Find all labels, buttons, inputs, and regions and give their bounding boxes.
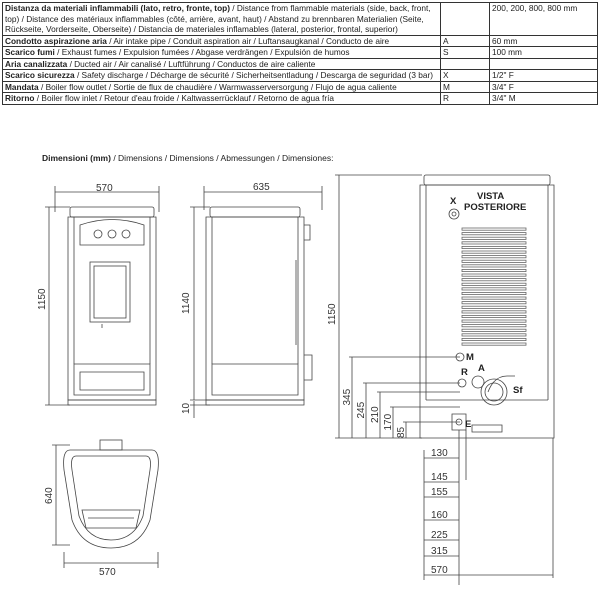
horizontal-dimension-label: 130 [431, 448, 448, 459]
spec-translations: / Air intake pipe / Conduit aspiration air / Luftansaugkanal / Conducto de aire [106, 35, 390, 46]
label-a: A [478, 363, 485, 374]
label-sf: Sf [513, 385, 523, 396]
front-view [37, 183, 159, 405]
grille-slat [462, 283, 526, 285]
dimensions-heading: Dimensioni (mm) / Dimensions / Dimensions / Abmessungen / Dimensiones: [42, 153, 334, 163]
grille-slat [462, 246, 526, 248]
vertical-dimension-label: 210 [370, 406, 381, 423]
side-view [181, 182, 322, 418]
spec-label: Aria canalizzata [5, 58, 68, 69]
spec-translations: / Ducted air / Air canalisé / Luftführung / Conductos de aire caliente [67, 58, 316, 69]
grille-slat [462, 242, 526, 244]
spec-value: 60 mm [490, 35, 598, 47]
spec-translations: / Boiler flow outlet / Sortie de flux de chaudière / Warmwasserversorgung / Flujo de agua caliente [38, 81, 397, 92]
front-width-label: 570 [96, 183, 113, 194]
grille-slat [462, 269, 526, 271]
vertical-dimension-label: 245 [356, 401, 367, 419]
spec-translations: / Boiler flow inlet / Retour d'eau froide / Kaltwasserrücklauf / Retorno de agua fría [34, 93, 335, 103]
grille-slat [462, 306, 526, 308]
grille-slat [462, 297, 526, 299]
grille-slat [462, 233, 526, 235]
grille-slat [462, 329, 526, 331]
spec-label: Mandata [5, 81, 39, 92]
top-view [44, 440, 158, 578]
spec-code: A [441, 35, 490, 47]
grille-slat [462, 320, 526, 322]
spec-code: X [441, 70, 490, 82]
grille-slat [462, 260, 526, 262]
horizontal-dimension-label: 315 [431, 546, 448, 557]
spec-translations: / Exhaust fumes / Expulsion fumées / Abgase verdrängen / Expulsión de humos [54, 47, 350, 57]
label-x: X [450, 196, 457, 207]
grille-slat [462, 302, 526, 304]
grille-slat [462, 265, 526, 267]
horizontal-dimension-label: 160 [431, 510, 448, 521]
grille-slat [462, 274, 526, 276]
label-e: E [465, 419, 472, 430]
spec-value: 3/4" M [490, 93, 598, 105]
grille-slat [462, 292, 526, 294]
grille-slat [462, 237, 526, 239]
grille-slat [462, 256, 526, 258]
spec-label: Ritorno [5, 93, 35, 103]
grille-slat [462, 288, 526, 290]
spec-label: Distanza da materiali inflammabili (lato, retro, fronte, top) [5, 3, 230, 13]
grille-slat [462, 343, 526, 345]
spec-label: Condotto aspirazione aria [5, 35, 107, 46]
grille-slat [462, 251, 526, 253]
top-width-label: 570 [99, 567, 116, 578]
grille-slat [462, 325, 526, 327]
grille-slat [462, 338, 526, 340]
spec-value: 1/2" F [490, 70, 598, 82]
vertical-dimension-label: 170 [383, 413, 394, 431]
spec-value: 200, 200, 800, 800 mm [490, 3, 598, 36]
grille-slat [462, 311, 526, 313]
side-foot-label: 10 [181, 402, 192, 414]
side-width-label: 635 [253, 182, 270, 193]
grille-slat [462, 228, 526, 230]
grille-slat [462, 279, 526, 281]
rear-height-label: 1150 [327, 303, 338, 325]
spec-label: Scarico sicurezza [5, 70, 75, 80]
horizontal-dimension-label: 155 [431, 487, 448, 498]
horizontal-dimension-label: 225 [431, 530, 448, 541]
front-height-label: 1150 [37, 288, 48, 310]
vertical-dimension-label: 85 [396, 426, 407, 438]
spec-translations: / Safety discharge / Décharge de sécurité / Sicherheitsentladung / Descarga de seguridad (3 bar) [74, 70, 433, 80]
horizontal-dimension-label: 145 [431, 472, 448, 483]
horizontal-dimension-label: 570 [431, 565, 448, 576]
spec-code: S [441, 47, 490, 59]
vertical-dimension-label: 345 [342, 388, 353, 406]
side-height-label: 1140 [181, 292, 192, 314]
spec-code: R [441, 93, 490, 105]
x-connection-icon [449, 209, 459, 219]
spec-value: 100 mm [490, 47, 598, 59]
spec-translations: / Distance from flammable materials (side, back, front, top) / Distance des matériaux inflammables (côté, arrière, avant, haut) / Abstand zu brennbaren Materialien (Seite, Rückseite, Vorderseite, Oberseite) / Distancia de materiales inflamables (lateral, posterior, frontal, superior) [5, 3, 431, 34]
rear-title-2: POSTERIORE [464, 202, 527, 213]
grille-slat [462, 315, 526, 317]
label-r: R [461, 367, 468, 378]
rear-grille [462, 228, 526, 345]
spec-value: 3/4" F [490, 81, 598, 93]
top-depth-label: 640 [44, 487, 55, 504]
spec-code: M [441, 81, 490, 93]
rear-title-1: VISTA [477, 191, 505, 202]
rear-view [327, 175, 554, 585]
spec-label: Scarico fumi [5, 47, 55, 57]
label-m: M [466, 352, 474, 363]
grille-slat [462, 334, 526, 336]
